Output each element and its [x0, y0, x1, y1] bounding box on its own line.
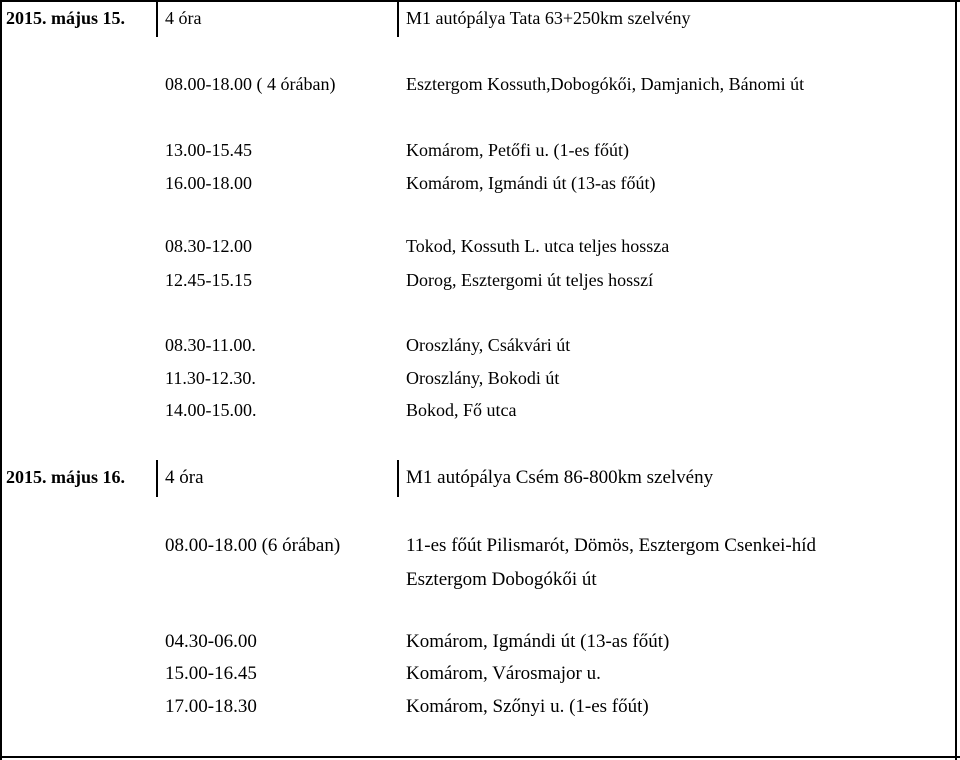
time-cell: 11.30-12.30. — [165, 368, 256, 388]
time-cell: 08.30-12.00 — [165, 236, 252, 256]
table-left-border — [0, 0, 2, 760]
column-divider-1b — [156, 460, 158, 497]
time-cell: 13.00-15.45 — [165, 140, 252, 160]
date-cell: 2015. május 15. — [6, 8, 126, 28]
place-cell: Oroszlány, Csákvári út — [406, 335, 571, 355]
time-cell: 08.00-18.00 (6 órában) — [165, 535, 341, 556]
place-cell: 11-es főút Pilismarót, Dömös, Esztergom Csenkei-híd — [406, 535, 817, 556]
column-divider-2b — [397, 460, 399, 497]
duration-cell: 4 óra — [165, 8, 202, 28]
time-cell: 17.00-18.30 — [165, 696, 257, 717]
time-cell: 08.30-11.00. — [165, 335, 256, 355]
place-cell: Komárom, Szőnyi u. (1-es főút) — [406, 696, 649, 717]
place-cell: Komárom, Városmajor u. — [406, 663, 601, 684]
place-cell: Komárom, Igmándi út (13-as főút) — [406, 173, 656, 193]
table-top-border — [0, 0, 960, 2]
time-cell: 12.45-15.15 — [165, 270, 252, 290]
place-cell: Esztergom Dobogókői út — [406, 569, 597, 590]
date-cell: 2015. május 16. — [6, 467, 126, 487]
time-cell: 04.30-06.00 — [165, 631, 257, 652]
place-cell: Oroszlány, Bokodi út — [406, 368, 560, 388]
place-cell: Komárom, Igmándi út (13-as főút) — [406, 631, 670, 652]
time-cell: 15.00-16.45 — [165, 663, 257, 684]
place-cell: Dorog, Esztergomi út teljes hosszí — [406, 270, 654, 290]
place-cell: Esztergom Kossuth,Dobogókői, Damjanich, Bánomi út — [406, 74, 805, 94]
table-bottom-border — [0, 756, 960, 758]
location-cell: M1 autópálya Csém 86-800km szelvény — [406, 467, 714, 488]
table-right-border — [955, 0, 957, 760]
place-cell: Komárom, Petőfi u. (1-es főút) — [406, 140, 629, 160]
place-cell: Tokod, Kossuth L. utca teljes hossza — [406, 236, 670, 256]
column-divider-2 — [397, 0, 399, 37]
time-cell: 08.00-18.00 ( 4 órában) — [165, 74, 336, 94]
time-cell: 16.00-18.00 — [165, 173, 252, 193]
time-cell: 14.00-15.00. — [165, 400, 257, 420]
place-cell: Bokod, Fő utca — [406, 400, 517, 420]
location-cell: M1 autópálya Tata 63+250km szelvény — [406, 8, 691, 28]
column-divider-1 — [156, 0, 158, 37]
duration-cell: 4 óra — [165, 467, 204, 488]
